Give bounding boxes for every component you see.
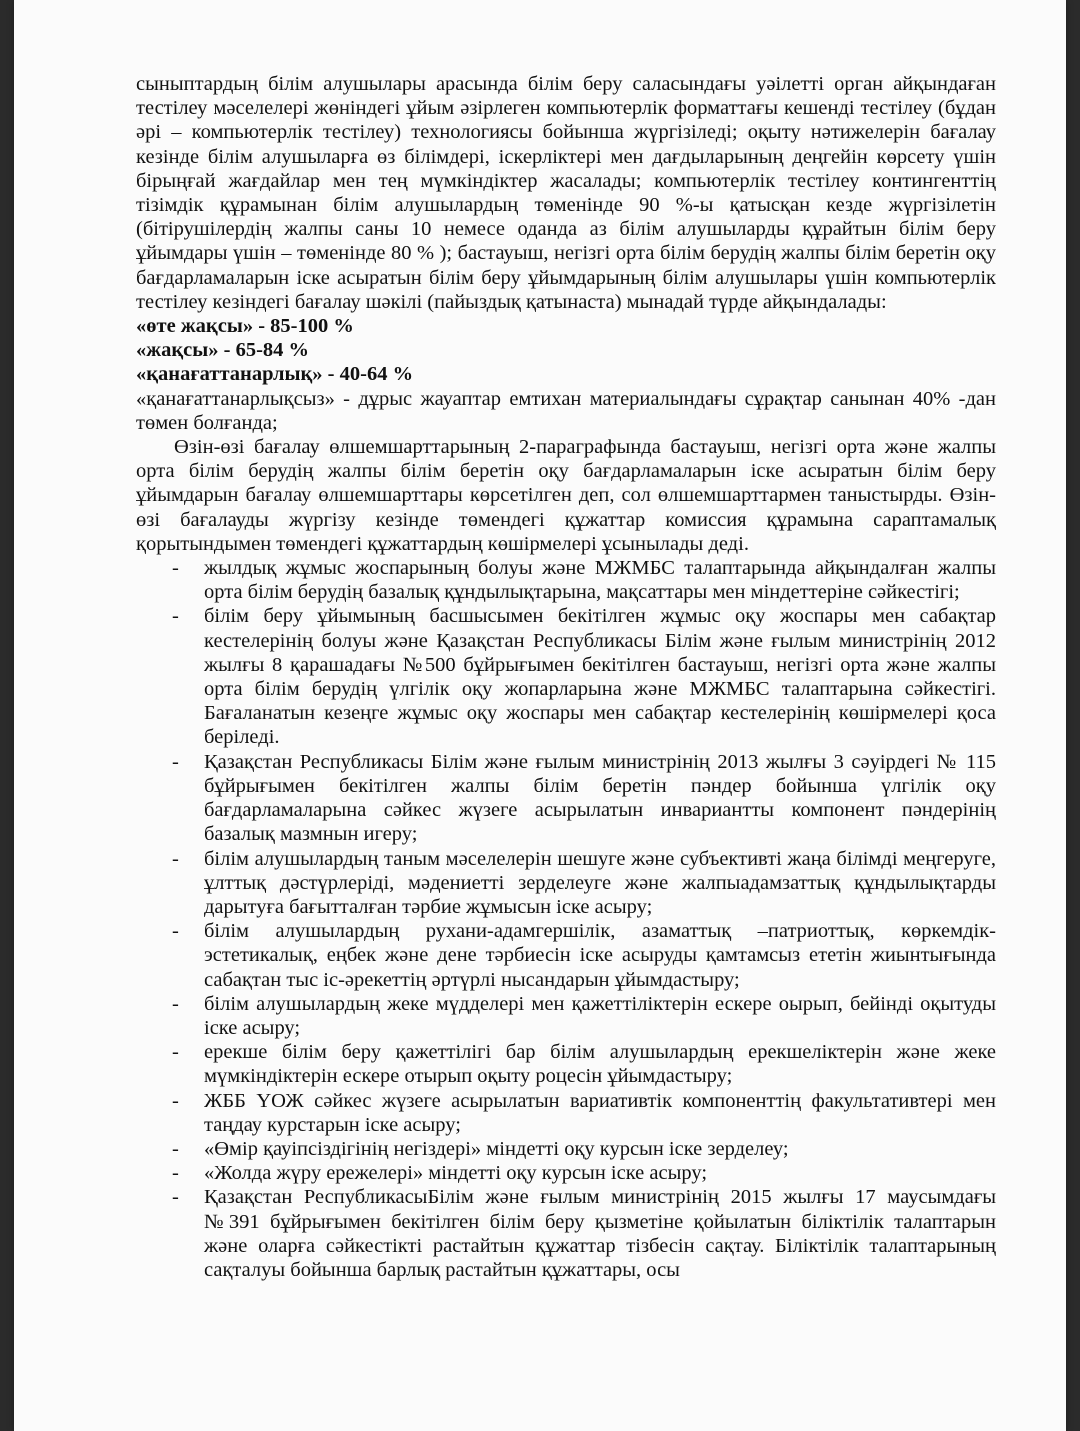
list-item [136,1185,996,1282]
list-item [136,750,996,847]
bullet-dash: - [172,1041,179,1064]
bullet-dash: - [172,557,179,580]
list-item [136,604,996,749]
list-item [136,1040,996,1088]
list-item-text: Қазақстан РеспубликасыБілім және ғылым министрінің 2015 жылғы 17 маусымдағы №391 бұйрығымен бекітілген білім беру қызметіне қойылатын біліктілік талаптарын және оларға сәйкестікті растайтын құжаттар тізбесін сақтау. Біліктілік талаптарының сақталуы бойынша барлық растайтын құжаттары, осы [204,1186,996,1281]
list-item [136,1137,996,1161]
list-item-text: «Жолда жүру ережелері» міндетті оқу курсын іске асыру; [204,1162,708,1185]
list-item-text: жылдық жұмыс жоспарының болуы және МЖМБС талаптарында айқындалған жалпы орта білім берудің базалық құндылықтарына, мақсаттары мен міндеттеріне сәйкестігі; [204,557,996,604]
grade-good: «жақсы» - 65-84 % [136,339,310,362]
bullet-dash: - [172,605,179,628]
grade-satisfactory: «қанағаттанарлық» - 40-64 % [136,363,414,386]
list-item [136,919,996,992]
grade-unsatisfactory: «қанағаттанарлықсыз» - дұрыс жауаптар емтихан материалындағы сұрақтар санынан 40% -дан төмен болғанда; [136,387,996,434]
bullet-dash: - [172,847,179,870]
list-item-text: «Өмір қауіпсіздігінің негіздері» міндетті оқу курсын іске зерделеу; [204,1137,789,1160]
bullet-dash: - [172,992,179,1015]
bullet-dash: - [172,1162,179,1185]
list-item-text: білім алушылардың жеке мүдделері мен қажеттіліктерін ескере оырып, бейінді оқытуды іске асыру; [204,992,996,1039]
list-item [136,1089,996,1137]
document-list [136,556,996,1282]
document-page [14,0,1066,1431]
list-item [136,556,996,604]
list-item-text: ЖББ ҮОЖ сәйкес жүзеге асырылатын вариативтік компоненттің факультативтері мен таңдау курстарын іске асыру; [204,1089,996,1136]
bullet-dash: - [172,1186,179,1209]
document-body [136,72,996,1282]
list-item-text: білім беру ұйымының басшысымен бекітілген жұмыс оқу жоспары мен сабақтар кестелерінің болуы және Қазақстан Республикасы Білім және ғылым министрінің 2012 жылғы 8 қарашадағы №500 бұйрығымен бекітілген бастауыш, негізгі орта және жалпы орта білім берудің үлгілік оқу жопарларына және МЖМБС талаптарына сәйкестігі. Бағаланатын кезеңге жұмыс оқу жоспары мен сабақтар кестелерінің көшірмелері қоса беріледі. [204,605,996,749]
list-item-text: Қазақстан Республикасы Білім және ғылым министрінің 2013 жылғы 3 сәуірдегі № 115 бұйрығымен бекітілген жалпы білім беретін пәндер бойынша үлгілік оқу бағдарламаларына сәйкес жүзеге асырылатын инвариантты компонент пәндерінің базалық мазмнын игеру; [204,750,996,846]
list-item [136,992,996,1040]
self-assessment-paragraph: Өзін-өзі бағалау өлшемшарттарының 2-параграфында бастауыш, негізгі орта және жалпы орта білім берудің жалпы білім беретін оқу бағдарламаларын іске асыратын білім беру ұйымдарын бағалау өлшемшарттары көрсетілген деп, сол өлшемшарттармен таныстырды. Өзін-өзі бағалауды жүргізу кезінде төмендегі құжаттар комиссия құрамына сараптамалық қорытындымен төмендегі құжаттардың көшірмелері ұсынылады деді. [136,436,996,555]
bullet-dash: - [172,920,179,943]
bullet-dash: - [172,1137,179,1160]
list-item-text: білім алушылардың таным мәселелерін шешуге және субъективті жаңа білімді меңгеруге, ұлттық дәстүрлеріді, мәдениетті зерделеуге және жалпыадамзаттық құндылықтарды дарытуға бағытталған тәрбие жұмысын іске асыру; [204,847,996,918]
bullet-dash: - [172,1089,179,1112]
intro-paragraph: сыныптардың білім алушылары арасында білім беру саласындағы уәілетті орган айқындаған тестілеу мәселелері жөніндегі ұйым әзірлеген компьютерлік форматтағы кешенді тестілеу (бұдан әрі – компьютерлік тестілеу) технологиясы бойынша жүргізіледі; оқыту нәтижелерін бағалау кезінде білім алушыларға өз білімдері, іскерліктері мен дағдыларының деңгейін көрсету үшін бірыңғай жағдайлар мен тең мүмкіндіктер жасалады; компьютерлік тестілеу контингенттің тізімдік құрамынан білім алушылардың төменінде 90 %-ы қатысқан кезде жүргізілетін (бітірушілердің жалпы саны 10 немесе оданда аз білім алушыларды құрайтын білім беру ұйымдары үшін – төменінде 80 % ); бастауыш, негізгі орта білім берудің жалпы білім беретін оқу бағдарламаларын іске асыратын білім беру ұйымдарының білім алушылары үшін компьютерлік тестілеу кезіндегі бағалау шәкілі (пайыздық қатынаста) мынадай түрде айқындалады: [136,73,996,313]
grade-excellent: «өте жақсы» - 85-100 % [136,315,354,338]
list-item-text: білім алушылардың рухани-адамгершілік, азаматтық –патриоттық, көркемдік-эстетикалық, еңбек және дене тәрбиесін іске асыруды қамтамсыз ететін жиынтығында сабақтан тыс іс-әрекеттің әртүрлі нысандарын ұйымдастыру; [204,920,996,991]
list-item [136,847,996,920]
list-item-text: ерекше білім беру қажеттілігі бар білім алушылардың ерекшеліктерін және жеке мүмкіндіктерін ескере отырып оқыту роцесін ұйымдастыру; [204,1041,996,1088]
bullet-dash: - [172,750,179,773]
list-item [136,1161,996,1185]
